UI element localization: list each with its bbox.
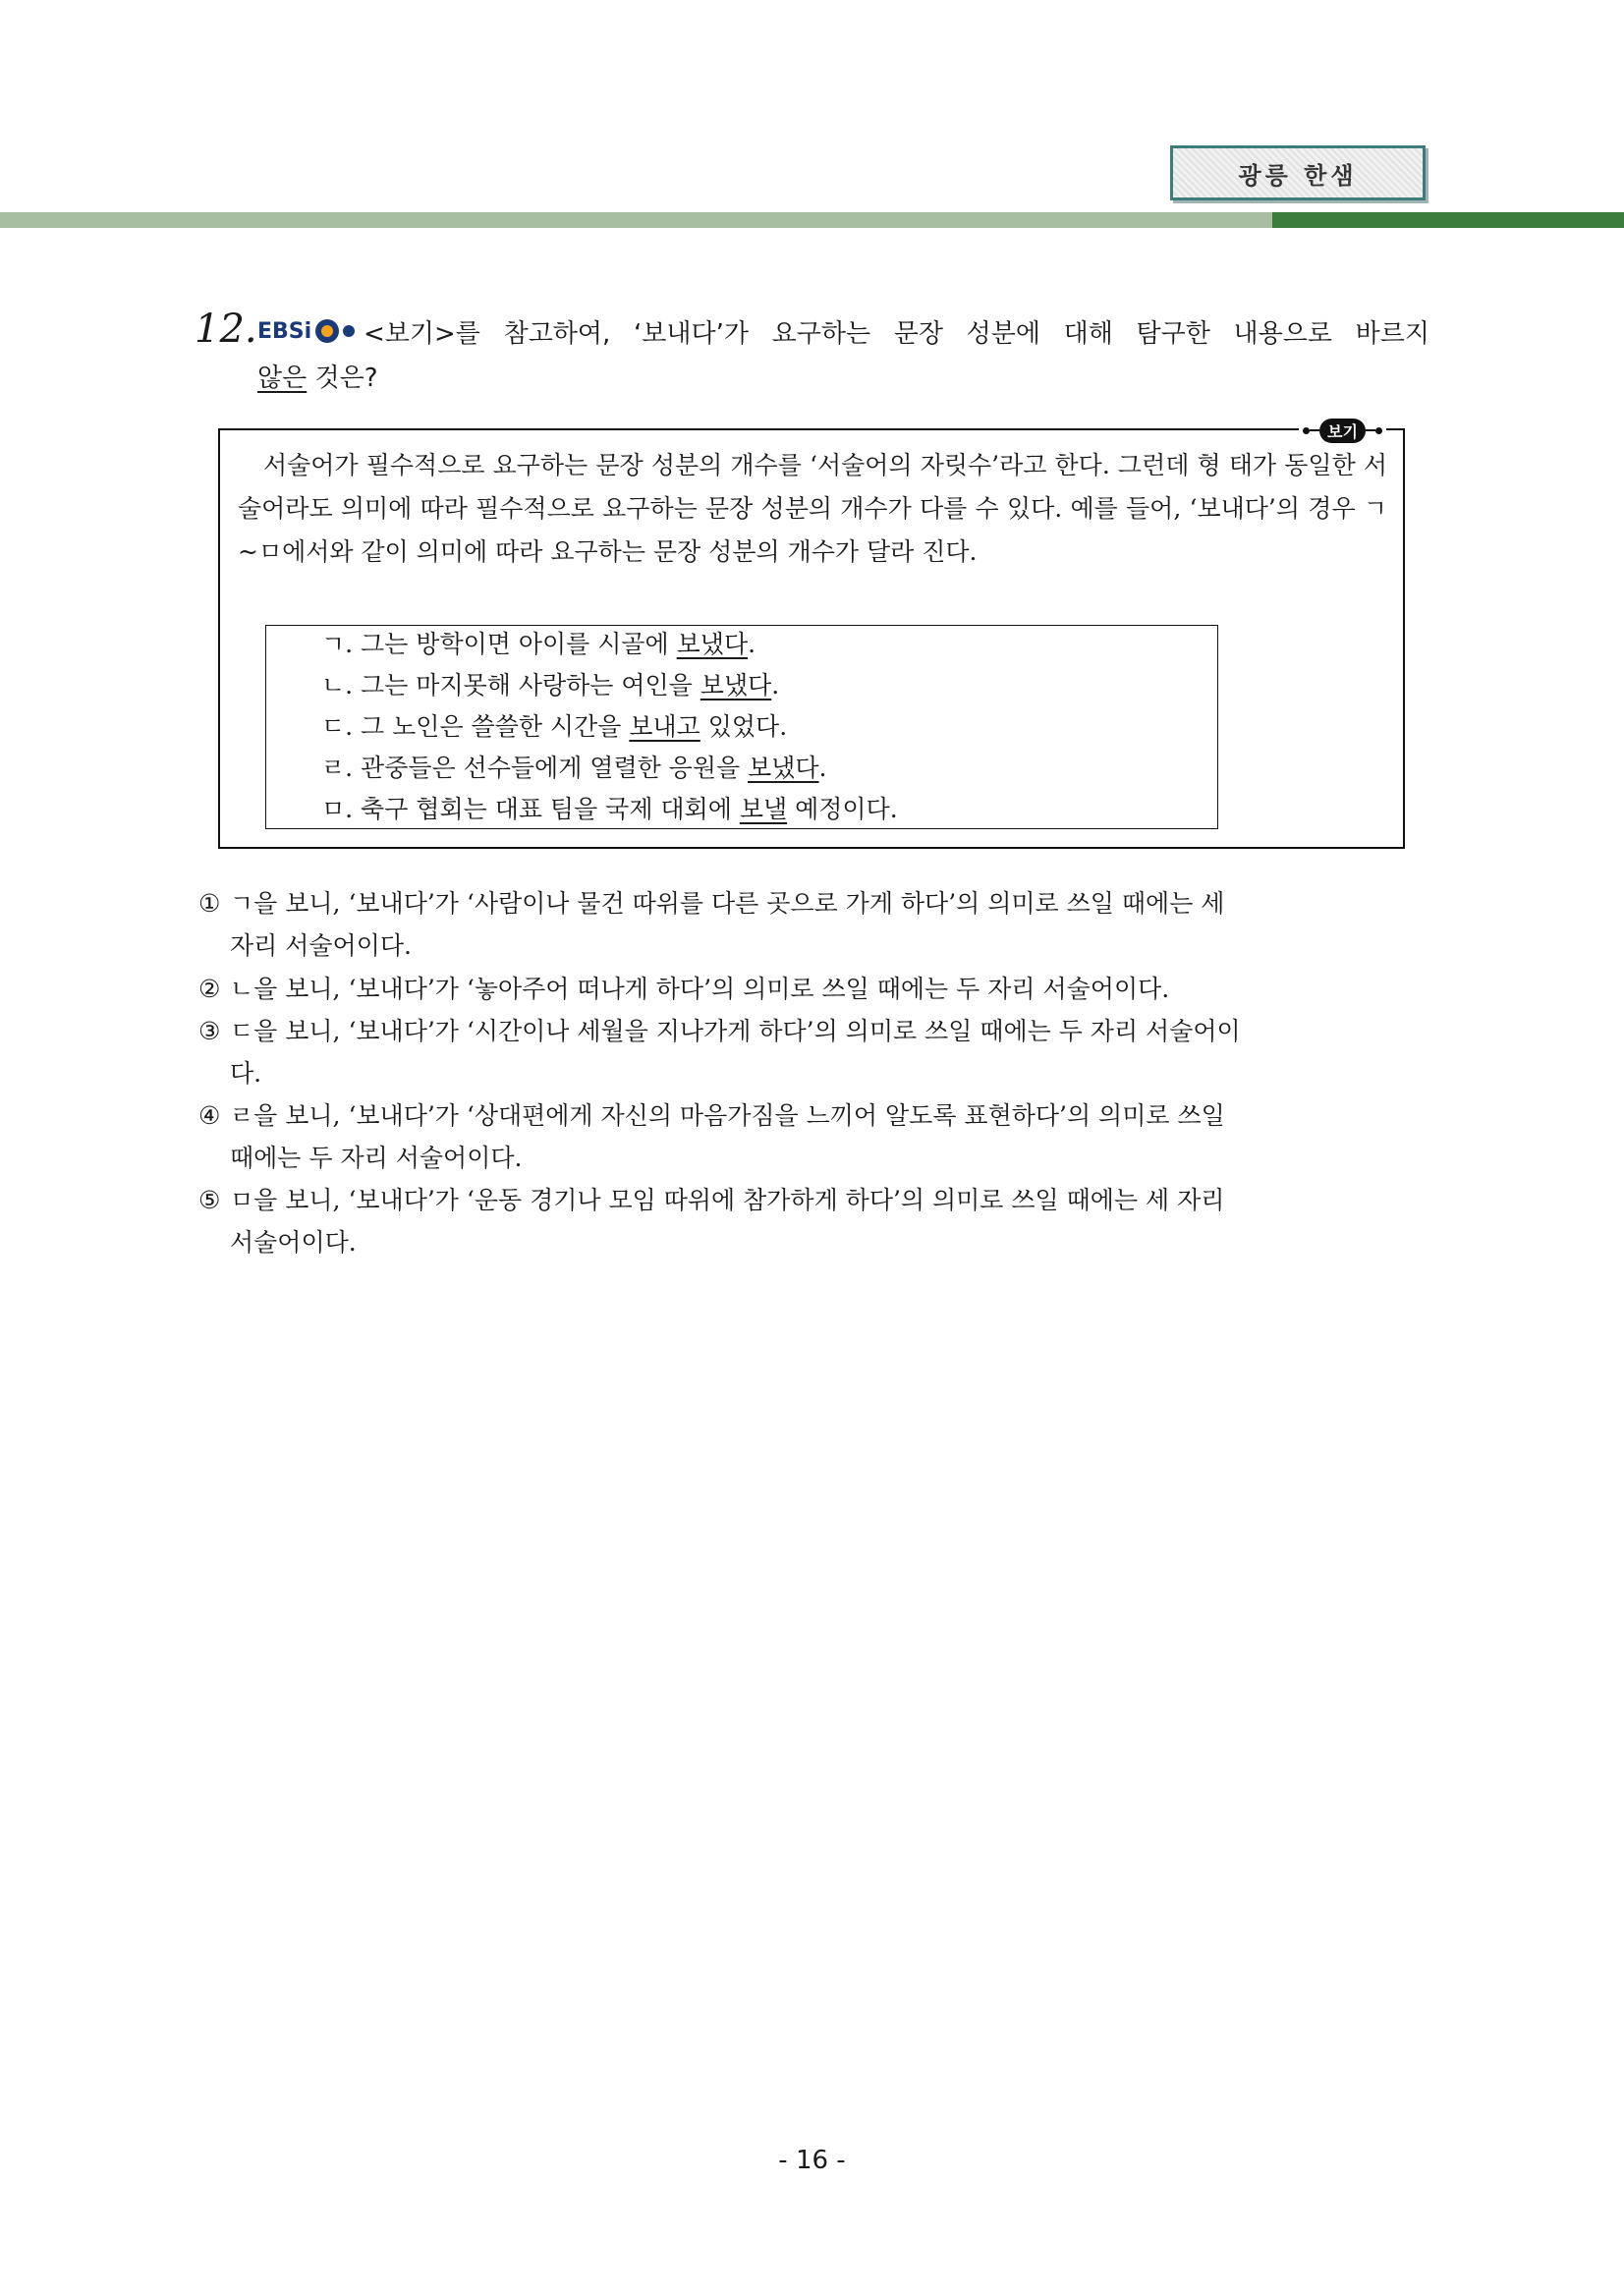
- example-item: [321, 706, 787, 748]
- answer-choice-1[interactable]: [198, 882, 1422, 967]
- example-item: [321, 789, 898, 830]
- example-text: 예정이다.: [787, 795, 898, 823]
- example-text: ㄱ. 그는 방학이면 아이를 시골에: [321, 630, 677, 658]
- choice-marker: ③: [198, 1017, 221, 1045]
- answer-choice-5[interactable]: [198, 1179, 1422, 1263]
- bogi-label-text: 보기: [1319, 419, 1366, 443]
- bogi-label: [1299, 416, 1386, 445]
- choice-text-cont: 다.: [230, 1059, 262, 1088]
- header-badge-text: 광릉 한샘: [1238, 161, 1358, 190]
- bogi-paragraph-line: 진다.: [922, 537, 978, 566]
- answer-choice-3[interactable]: [198, 1010, 1422, 1094]
- choice-text: ㄹ을 보니, ‘보내다’가 ‘상대편에게 자신의 마음가짐을 느끼어 알도록 표현하다’의 의미로 쓰일: [230, 1101, 1225, 1130]
- bogi-paragraph-line: 서술어가 필수적으로 요구하는 문장 성분의 개수를 ‘서술어의 자릿수’라고 한다. 그런데 형: [263, 451, 1221, 479]
- question-stem-line2: [257, 357, 378, 401]
- example-item: [321, 624, 756, 665]
- bogi-line-icon: [1366, 429, 1375, 431]
- ebsi-ring-icon: [315, 319, 339, 343]
- example-text: .: [771, 671, 780, 700]
- example-underlined: 보내고: [629, 712, 700, 741]
- choice-marker: ④: [198, 1101, 221, 1130]
- example-underlined: 보냈다: [748, 754, 819, 782]
- example-item: [321, 665, 779, 706]
- question-stem-line1: <보기>를 참고하여, ‘보내다’가 요구하는 문장 성분에 대해 탐구한 내용으로 바르지: [364, 319, 1429, 349]
- page-number: - 16 -: [778, 2146, 846, 2175]
- choice-text: ㅁ을 보니, ‘보내다’가 ‘운동 경기나 모임 따위에 참가하게 하다’의 의미로 쓰일 때에는 세 자리: [230, 1186, 1225, 1214]
- ebsi-logo: [257, 314, 355, 348]
- example-underlined: 보낼: [739, 795, 788, 823]
- choice-marker: ②: [198, 975, 221, 1003]
- choice-text: ㄴ을 보니, ‘보내다’가 ‘놓아주어 떠나게 하다’의 의미로 쓰일 때에는 두 자리 서술어이다.: [230, 975, 1170, 1003]
- bogi-paragraph: [238, 444, 1387, 574]
- choice-text-cont: 서술어이다.: [230, 1228, 357, 1257]
- bogi-dot-icon: [1375, 427, 1382, 434]
- header-rule-light: [0, 212, 1272, 228]
- question-stem-underlined: 않은: [257, 364, 308, 393]
- header-rule-dark: [1272, 212, 1624, 228]
- choice-text: ㄱ을 보니, ‘보내다’가 ‘사람이나 물건 따위를 다른 곳으로 가게 하다’의 의미로 쓰일 때에는 세: [230, 889, 1225, 918]
- example-text: ㄹ. 관중들은 선수들에게 열렬한 응원을: [321, 754, 749, 782]
- question-number: 12.: [195, 307, 257, 352]
- answer-choice-4[interactable]: [198, 1094, 1422, 1179]
- bogi-paragraph-line: 태가 동일한 서술어라도 의미에 따라 필수적으로 요구하는 문장 성분의 개수가 다를 수 있다.: [238, 451, 1388, 523]
- bogi-line-icon: [1310, 429, 1319, 431]
- answer-choice-2[interactable]: [198, 968, 1422, 1010]
- example-text: .: [748, 630, 756, 658]
- ebsi-dot-icon: [343, 325, 355, 337]
- bogi-paragraph-line: 예를 들어, ‘보내다’의 경우 ㄱ~ㅁ에서와 같이 의미에 따라 요구하는 문장 성분의 개수가 달라: [238, 494, 1387, 566]
- choice-marker: ①: [198, 889, 221, 918]
- example-text: ㅁ. 축구 협회는 대표 팀을 국제 대회에: [321, 795, 740, 823]
- bogi-dot-icon: [1303, 427, 1310, 434]
- choice-text-cont: 자리 서술어이다.: [230, 931, 412, 960]
- example-text: 있었다.: [700, 712, 788, 741]
- header-badge: [1170, 145, 1426, 200]
- question-stem-rest: 것은?: [307, 364, 378, 393]
- choice-text-cont: 때에는 두 자리 서술어이다.: [230, 1144, 523, 1172]
- ebsi-logo-text: EBSi: [257, 318, 312, 344]
- choice-marker: ⑤: [198, 1186, 221, 1214]
- example-underlined: 보냈다: [676, 630, 749, 658]
- example-text: ㄷ. 그 노인은 쓸쓸한 시간을: [321, 712, 630, 741]
- example-underlined: 보냈다: [700, 671, 772, 700]
- example-item: [321, 748, 827, 789]
- example-text: .: [818, 754, 827, 782]
- choice-text: ㄷ을 보니, ‘보내다’가 ‘시간이나 세월을 지나가게 하다’의 의미로 쓰일 때에는 두 자리 서술어이: [230, 1017, 1241, 1045]
- example-text: ㄴ. 그는 마지못해 사랑하는 여인을: [321, 671, 700, 700]
